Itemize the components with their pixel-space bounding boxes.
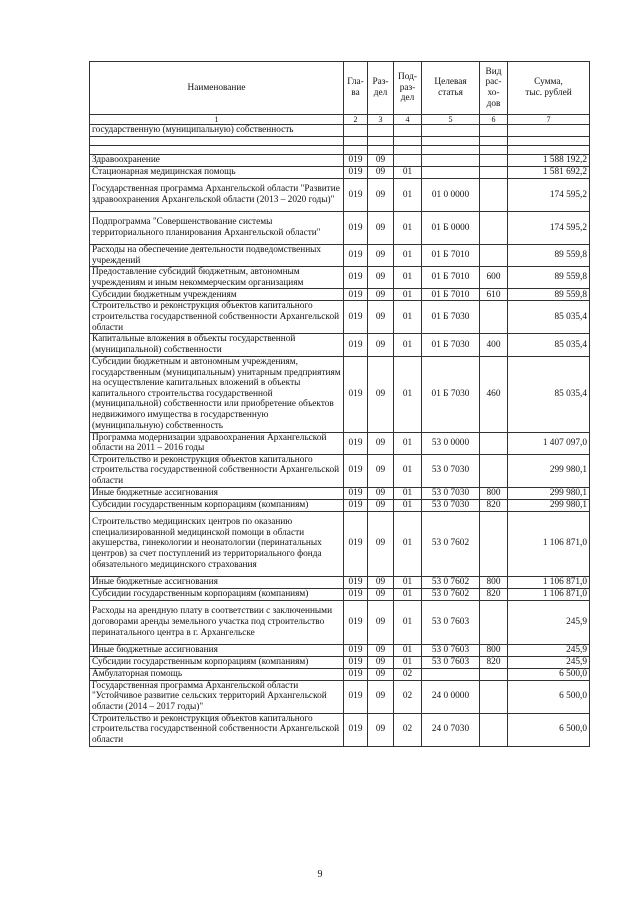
cell-vid: [480, 668, 508, 680]
cell-glava: [344, 137, 368, 146]
cell-vid: 600: [480, 267, 508, 289]
cell-vid: 400: [480, 334, 508, 356]
cell-podrazdel: 01: [394, 267, 422, 289]
cell-podrazdel: 01: [394, 356, 422, 432]
cell-glava: [344, 146, 368, 155]
cell-razdel: 09: [368, 356, 394, 432]
cell-razdel: 09: [368, 432, 394, 454]
cell-sum: 89 559,8: [508, 267, 590, 289]
cell-target: 24 0 7030: [422, 713, 480, 746]
cell-sum: 1 588 192,2: [508, 155, 590, 167]
cell-vid: [480, 179, 508, 212]
cell-target: [422, 155, 480, 167]
column-number: 1: [90, 115, 344, 125]
cell-name: Программа модернизации здравоохранения Архангельской области на 2011 – 2016 годы: [90, 432, 344, 454]
table-row: [90, 668, 590, 680]
table-row: [90, 588, 590, 600]
cell-razdel: 09: [368, 334, 394, 356]
cell-razdel: 09: [368, 713, 394, 746]
cell-target: 53 0 7603: [422, 656, 480, 668]
cell-name: Иные бюджетные ассигнования: [90, 644, 344, 656]
cell-sum: 85 035,4: [508, 301, 590, 334]
cell-razdel: 09: [368, 289, 394, 301]
cell-sum: 299 980,1: [508, 487, 590, 499]
cell-sum: 6 500,0: [508, 680, 590, 713]
cell-vid: [480, 432, 508, 454]
cell-podrazdel: 01: [394, 588, 422, 600]
cell-vid: 820: [480, 588, 508, 600]
cell-podrazdel: 01: [394, 576, 422, 588]
cell-target: 01 Б 7010: [422, 289, 480, 301]
table-row: [90, 334, 590, 356]
cell-vid: [480, 713, 508, 746]
cell-razdel: 09: [368, 576, 394, 588]
cell-razdel: 09: [368, 644, 394, 656]
cell-name: Амбулаторная помощь: [90, 668, 344, 680]
header-vid: Вид рас- хо- дов: [480, 62, 508, 115]
cell-podrazdel: 01: [394, 212, 422, 245]
cell-sum: [508, 146, 590, 155]
cell-target: 01 Б 7010: [422, 245, 480, 267]
cell-name: Расходы на арендную плату в соответствии с заключенными договорами аренды земельного участка под строительство перинатального центра в г. Архангельске: [90, 600, 344, 644]
cell-target: 01 Б 7030: [422, 356, 480, 432]
cell-podrazdel: 02: [394, 668, 422, 680]
cell-razdel: 09: [368, 301, 394, 334]
cell-vid: [480, 167, 508, 179]
cell-razdel: 09: [368, 668, 394, 680]
cell-vid: [480, 137, 508, 146]
budget-table: [89, 61, 590, 747]
cell-target: 01 Б 7030: [422, 301, 480, 334]
cell-podrazdel: 01: [394, 499, 422, 511]
cell-target: 53 0 7602: [422, 511, 480, 576]
column-number: 3: [368, 115, 394, 125]
cell-name: Стационарная медицинская помощь: [90, 167, 344, 179]
cell-podrazdel: 01: [394, 301, 422, 334]
cell-sum: 1 106 871,0: [508, 511, 590, 576]
table-row: [90, 600, 590, 644]
cell-name: [90, 146, 344, 155]
table-row: [90, 487, 590, 499]
table-row: [90, 713, 590, 746]
cell-glava: 019: [344, 179, 368, 212]
cell-target: 24 0 0000: [422, 680, 480, 713]
cell-sum: 85 035,4: [508, 356, 590, 432]
cell-glava: 019: [344, 334, 368, 356]
cell-name: Субсидии государственным корпорациям (компаниям): [90, 588, 344, 600]
header-sum: Сумма, тыс. рублей: [508, 62, 590, 115]
cell-vid: [480, 146, 508, 155]
cell-glava: [344, 125, 368, 137]
table-row: [90, 656, 590, 668]
cell-podrazdel: 01: [394, 334, 422, 356]
cell-podrazdel: 01: [394, 179, 422, 212]
page-number: 9: [317, 869, 323, 880]
cell-sum: 1 106 871,0: [508, 588, 590, 600]
cell-sum: 299 980,1: [508, 499, 590, 511]
cell-vid: [480, 212, 508, 245]
cell-name: Строительство медицинских центров по оказанию специализированной медицинской помощи в области акушерства, гинекологии и неонатологии (перинатальных центров) за счет поступлений из территориального фонда обязательного медицинского страхования: [90, 511, 344, 576]
cell-target: 01 0 0000: [422, 179, 480, 212]
column-number-row: [90, 115, 590, 125]
cell-sum: 174 595,2: [508, 179, 590, 212]
cell-name: Капитальные вложения в объекты государственной (муниципальной) собственности: [90, 334, 344, 356]
cell-vid: 800: [480, 644, 508, 656]
cell-podrazdel: [394, 155, 422, 167]
header-razdel: Раз- дел: [368, 62, 394, 115]
cell-sum: 89 559,8: [508, 245, 590, 267]
cell-target: 53 0 7602: [422, 576, 480, 588]
cell-vid: 820: [480, 656, 508, 668]
cell-name: Подпрограмма "Совершенствование системы территориального планирования Архангельской области": [90, 212, 344, 245]
cell-sum: 245,9: [508, 644, 590, 656]
cell-name: Предоставление субсидий бюджетным, автономным учреждениям и иным некоммерческим организациям: [90, 267, 344, 289]
table-row: [90, 155, 590, 167]
cell-vid: [480, 454, 508, 487]
cell-target: 01 Б 7010: [422, 267, 480, 289]
cell-name: Субсидии государственным корпорациям (компаниям): [90, 499, 344, 511]
cell-glava: 019: [344, 356, 368, 432]
cell-target: 01 Б 0000: [422, 212, 480, 245]
table-row: [90, 167, 590, 179]
cell-podrazdel: 02: [394, 680, 422, 713]
table-header: [90, 62, 590, 125]
cell-glava: 019: [344, 713, 368, 746]
cell-podrazdel: 01: [394, 167, 422, 179]
column-number: 7: [508, 115, 590, 125]
cell-podrazdel: 01: [394, 289, 422, 301]
cell-razdel: 09: [368, 267, 394, 289]
table-row: [90, 245, 590, 267]
cell-glava: 019: [344, 155, 368, 167]
cell-glava: 019: [344, 680, 368, 713]
cell-razdel: 09: [368, 499, 394, 511]
cell-sum: 89 559,8: [508, 289, 590, 301]
cell-vid: [480, 511, 508, 576]
cell-podrazdel: 01: [394, 656, 422, 668]
cell-razdel: 09: [368, 680, 394, 713]
cell-razdel: 09: [368, 511, 394, 576]
cell-sum: 245,9: [508, 600, 590, 644]
cell-vid: [480, 245, 508, 267]
cell-vid: [480, 125, 508, 137]
cell-sum: 245,9: [508, 656, 590, 668]
cell-vid: [480, 600, 508, 644]
cell-glava: 019: [344, 432, 368, 454]
cell-razdel: 09: [368, 487, 394, 499]
cell-razdel: 09: [368, 656, 394, 668]
cell-razdel: [368, 146, 394, 155]
cell-glava: 019: [344, 301, 368, 334]
cell-glava: 019: [344, 656, 368, 668]
cell-podrazdel: [394, 146, 422, 155]
table-row: [90, 137, 590, 146]
cell-glava: 019: [344, 644, 368, 656]
cell-name: Субсидии бюджетным и автономным учреждениям, государственным (муниципальным) унитарным предприятиям на осуществление капитальных вложений в объекты капитального строительства государственной (муниципальной) собственности или приобретение объектов недвижимого имущества в государственную (муниципальную) собственность: [90, 356, 344, 432]
cell-razdel: 09: [368, 212, 394, 245]
cell-razdel: 09: [368, 179, 394, 212]
cell-sum: 85 035,4: [508, 334, 590, 356]
cell-target: 53 0 0000: [422, 432, 480, 454]
cell-name: Строительство и реконструкция объектов капитального строительства государственной собственности Архангельской области: [90, 301, 344, 334]
cell-glava: 019: [344, 588, 368, 600]
cell-name: Иные бюджетные ассигнования: [90, 576, 344, 588]
table-row: [90, 125, 590, 137]
cell-name: Строительство и реконструкция объектов капитального строительства государственной собственности Архангельской области: [90, 713, 344, 746]
cell-podrazdel: 01: [394, 600, 422, 644]
table-row: [90, 289, 590, 301]
cell-vid: 610: [480, 289, 508, 301]
table-row: [90, 356, 590, 432]
cell-name: Здравоохранение: [90, 155, 344, 167]
column-number: 5: [422, 115, 480, 125]
table-row: [90, 576, 590, 588]
cell-podrazdel: 01: [394, 432, 422, 454]
cell-target: 53 0 7603: [422, 644, 480, 656]
cell-vid: [480, 301, 508, 334]
table-row: [90, 454, 590, 487]
cell-glava: 019: [344, 487, 368, 499]
cell-glava: 019: [344, 600, 368, 644]
cell-razdel: 09: [368, 155, 394, 167]
table-row: [90, 146, 590, 155]
header-target: Целевая статья: [422, 62, 480, 115]
cell-sum: 1 407 097,0: [508, 432, 590, 454]
table-row: [90, 499, 590, 511]
table-row: [90, 301, 590, 334]
cell-name: Субсидии бюджетным учреждениям: [90, 289, 344, 301]
cell-glava: 019: [344, 576, 368, 588]
cell-name: [90, 137, 344, 146]
cell-razdel: 09: [368, 600, 394, 644]
table-row: [90, 511, 590, 576]
table-row: [90, 644, 590, 656]
cell-sum: 1 106 871,0: [508, 576, 590, 588]
cell-sum: 1 581 692,2: [508, 167, 590, 179]
cell-target: 53 0 7030: [422, 499, 480, 511]
cell-target: 53 0 7030: [422, 487, 480, 499]
cell-glava: 019: [344, 289, 368, 301]
cell-sum: 6 500,0: [508, 713, 590, 746]
cell-glava: 019: [344, 245, 368, 267]
cell-vid: [480, 155, 508, 167]
cell-vid: 460: [480, 356, 508, 432]
cell-sum: [508, 125, 590, 137]
cell-sum: [508, 137, 590, 146]
cell-vid: 800: [480, 487, 508, 499]
cell-podrazdel: 01: [394, 487, 422, 499]
header-name: Наименование: [90, 62, 344, 115]
cell-name: Иные бюджетные ассигнования: [90, 487, 344, 499]
cell-podrazdel: 01: [394, 245, 422, 267]
cell-sum: 6 500,0: [508, 668, 590, 680]
cell-podrazdel: [394, 137, 422, 146]
cell-target: [422, 668, 480, 680]
cell-name: Строительство и реконструкция объектов капитального строительства государственной собственности Архангельской области: [90, 454, 344, 487]
table-row: [90, 267, 590, 289]
cell-name: государственную (муниципальную) собственность: [90, 125, 344, 137]
cell-target: 01 Б 7030: [422, 334, 480, 356]
cell-razdel: 09: [368, 167, 394, 179]
cell-glava: 019: [344, 511, 368, 576]
cell-glava: 019: [344, 212, 368, 245]
cell-podrazdel: [394, 125, 422, 137]
cell-name: Субсидии государственным корпорациям (компаниям): [90, 656, 344, 668]
table-row: [90, 680, 590, 713]
cell-razdel: [368, 125, 394, 137]
cell-target: 53 0 7603: [422, 600, 480, 644]
cell-vid: 820: [480, 499, 508, 511]
cell-target: [422, 167, 480, 179]
cell-target: [422, 125, 480, 137]
header-glava: Гла- ва: [344, 62, 368, 115]
cell-podrazdel: 01: [394, 454, 422, 487]
cell-vid: 800: [480, 576, 508, 588]
cell-glava: 019: [344, 167, 368, 179]
cell-razdel: [368, 137, 394, 146]
table-row: [90, 432, 590, 454]
table-row: [90, 179, 590, 212]
cell-glava: 019: [344, 668, 368, 680]
table-body: [90, 125, 590, 747]
cell-razdel: 09: [368, 454, 394, 487]
cell-razdel: 09: [368, 245, 394, 267]
column-number: 6: [480, 115, 508, 125]
cell-sum: 299 980,1: [508, 454, 590, 487]
cell-name: Государственная программа Архангельской области "Развитие здравоохранения Архангельской области (2013 – 2020 годы)": [90, 179, 344, 212]
cell-target: [422, 146, 480, 155]
cell-target: [422, 137, 480, 146]
cell-name: Расходы на обеспечение деятельности подведомственных учреждений: [90, 245, 344, 267]
cell-podrazdel: 01: [394, 511, 422, 576]
cell-sum: 174 595,2: [508, 212, 590, 245]
cell-podrazdel: 01: [394, 644, 422, 656]
cell-glava: 019: [344, 499, 368, 511]
column-number: 4: [394, 115, 422, 125]
column-number: 2: [344, 115, 368, 125]
cell-razdel: 09: [368, 588, 394, 600]
cell-podrazdel: 02: [394, 713, 422, 746]
cell-target: 53 0 7030: [422, 454, 480, 487]
header-podrazdel: Под- раз- дел: [394, 62, 422, 115]
table-row: [90, 212, 590, 245]
cell-vid: [480, 680, 508, 713]
cell-name: Государственная программа Архангельской области "Устойчивое развитие сельских территорий Архангельской области (2014 – 2017 годы)": [90, 680, 344, 713]
cell-glava: 019: [344, 267, 368, 289]
cell-glava: 019: [344, 454, 368, 487]
cell-target: 53 0 7602: [422, 588, 480, 600]
